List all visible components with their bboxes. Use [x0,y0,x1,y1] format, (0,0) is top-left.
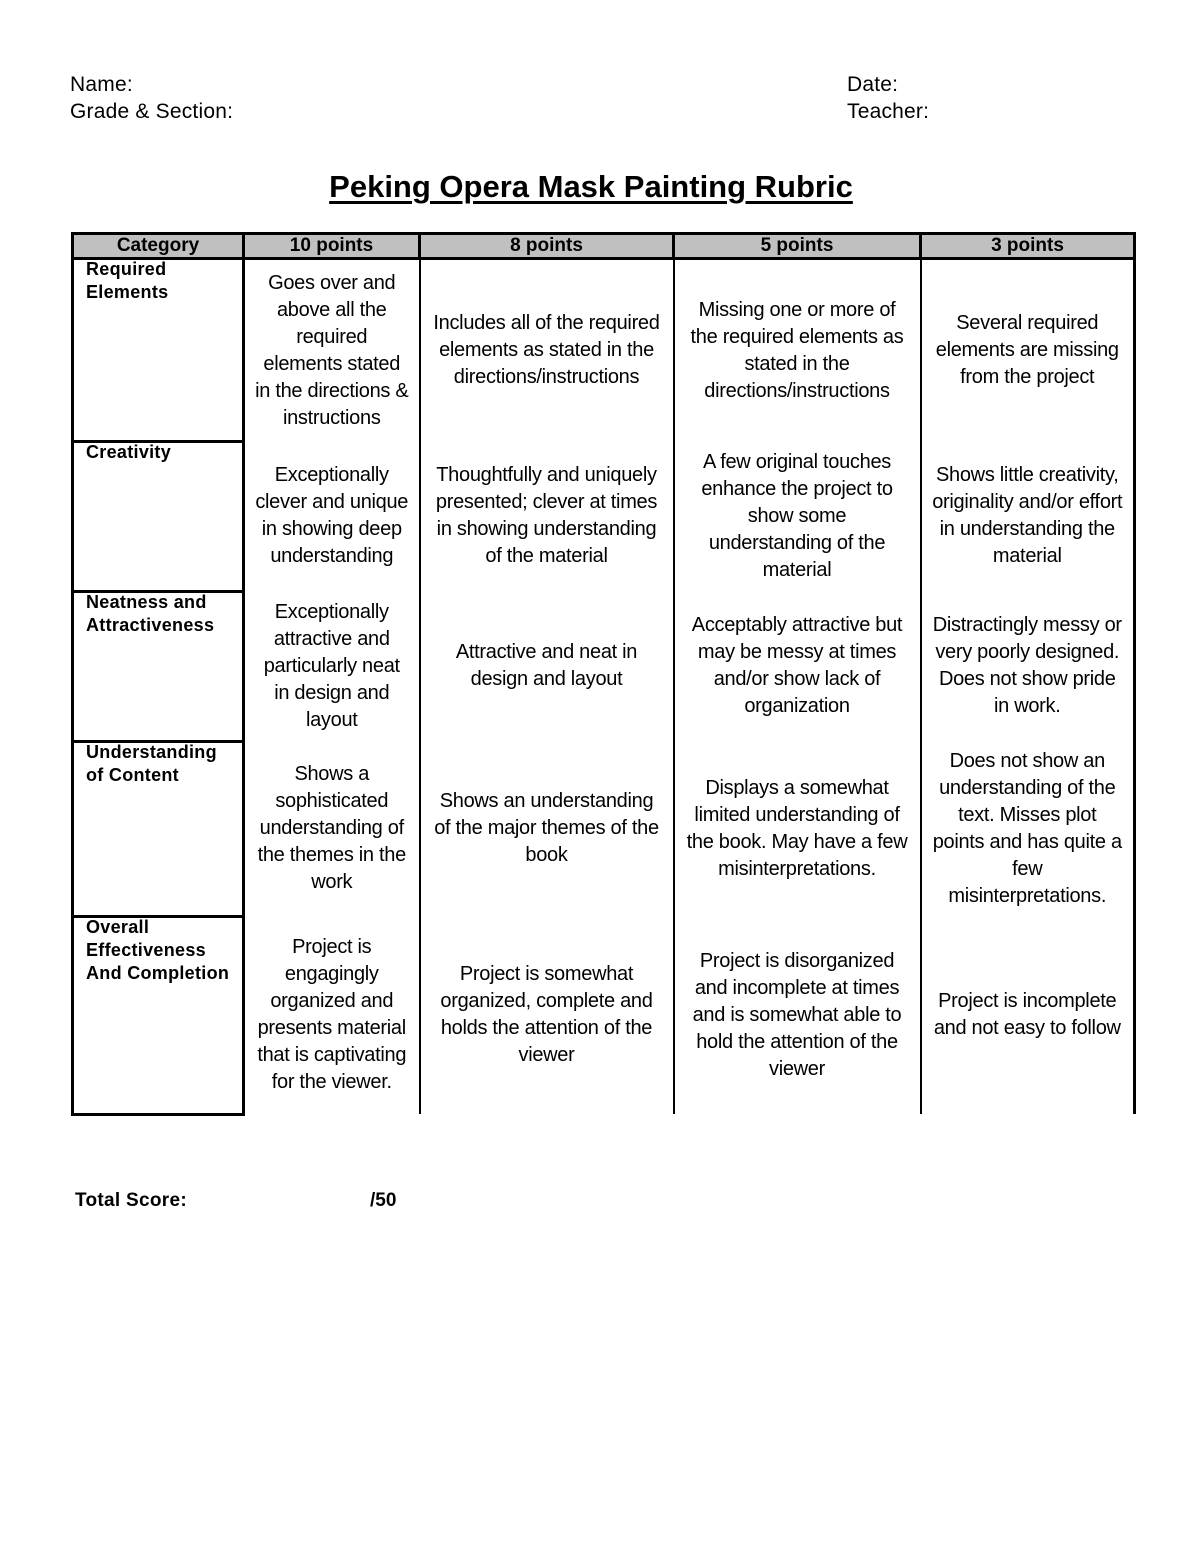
category-label: Creativity [86,441,172,462]
column-header-5-points: 5 points [674,234,921,259]
category-cell [73,441,244,591]
rubric-cell: Shows an understanding of the major themes of the book [420,741,674,916]
rubric-cell: Displays a somewhat limited understanding of the book. May have a few misinterpretations. [674,741,921,916]
column-header-10-points: 10 points [244,234,420,259]
rubric-cell: Attractive and neat in design and layout [420,591,674,741]
rubric-table [71,232,1136,1116]
table-header-row [73,234,1135,259]
rubric-cell: Several required elements are missing from the project [921,259,1135,442]
category-cell [73,916,244,1114]
page-title: Peking Opera Mask Painting Rubric [329,169,853,204]
column-header-3-points: 3 points [921,234,1135,259]
rubric-cell: Exceptionally attractive and particularly neat in design and layout [244,591,420,741]
rubric-cell: Goes over and above all the required elements stated in the directions & instructions [244,259,420,442]
rubric-cell: A few original touches enhance the project to show some understanding of the material [674,441,921,591]
rubric-cell: Exceptionally clever and unique in showing deep understanding [244,441,420,591]
rubric-cell: Does not show an understanding of the text. Misses plot points and has quite a few misinterpretations. [921,741,1135,916]
category-cell [73,591,244,741]
table-row [73,591,1135,741]
table-row [73,259,1135,442]
total-score-label: Total Score: [75,1190,187,1211]
rubric-cell: Project is disorganized and incomplete at times and is somewhat able to hold the attention of the viewer [674,916,921,1114]
table-row [73,916,1135,1114]
teacher-label: Teacher: [847,100,930,123]
category-cell [73,741,244,916]
rubric-cell: Project is somewhat organized, complete and holds the attention of the viewer [420,916,674,1114]
date-label: Date: [847,73,899,96]
category-label: Required Elements [86,259,169,302]
grade-section-label: Grade & Section: [70,100,234,123]
rubric-cell: Project is incomplete and not easy to follow [921,916,1135,1114]
category-label: Neatness and Attractiveness [86,591,215,635]
rubric-cell: Includes all of the required elements as stated in the directions/instructions [420,259,674,442]
category-label: Understanding of Content [86,741,217,785]
rubric-cell: Distractingly messy or very poorly designed. Does not show pride in work. [921,591,1135,741]
rubric-cell: Shows a sophisticated understanding of the themes in the work [244,741,420,916]
rubric-cell: Missing one or more of the required elements as stated in the directions/instructions [674,259,921,442]
rubric-cell: Project is engagingly organized and presents material that is captivating for the viewer. [244,916,420,1114]
column-header-category: Category [73,234,244,259]
category-cell [73,259,244,442]
column-header-8-points: 8 points [420,234,674,259]
total-score-max: /50 [370,1190,397,1211]
table-row [73,441,1135,591]
rubric-cell: Thoughtfully and uniquely presented; clever at times in showing understanding of the material [420,441,674,591]
name-label: Name: [70,73,133,96]
category-label: Overall Effectiveness And Completion [86,916,230,983]
table-row [73,741,1135,916]
rubric-cell: Acceptably attractive but may be messy at times and/or show lack of organization [674,591,921,741]
rubric-cell: Shows little creativity, originality and/or effort in understanding the material [921,441,1135,591]
